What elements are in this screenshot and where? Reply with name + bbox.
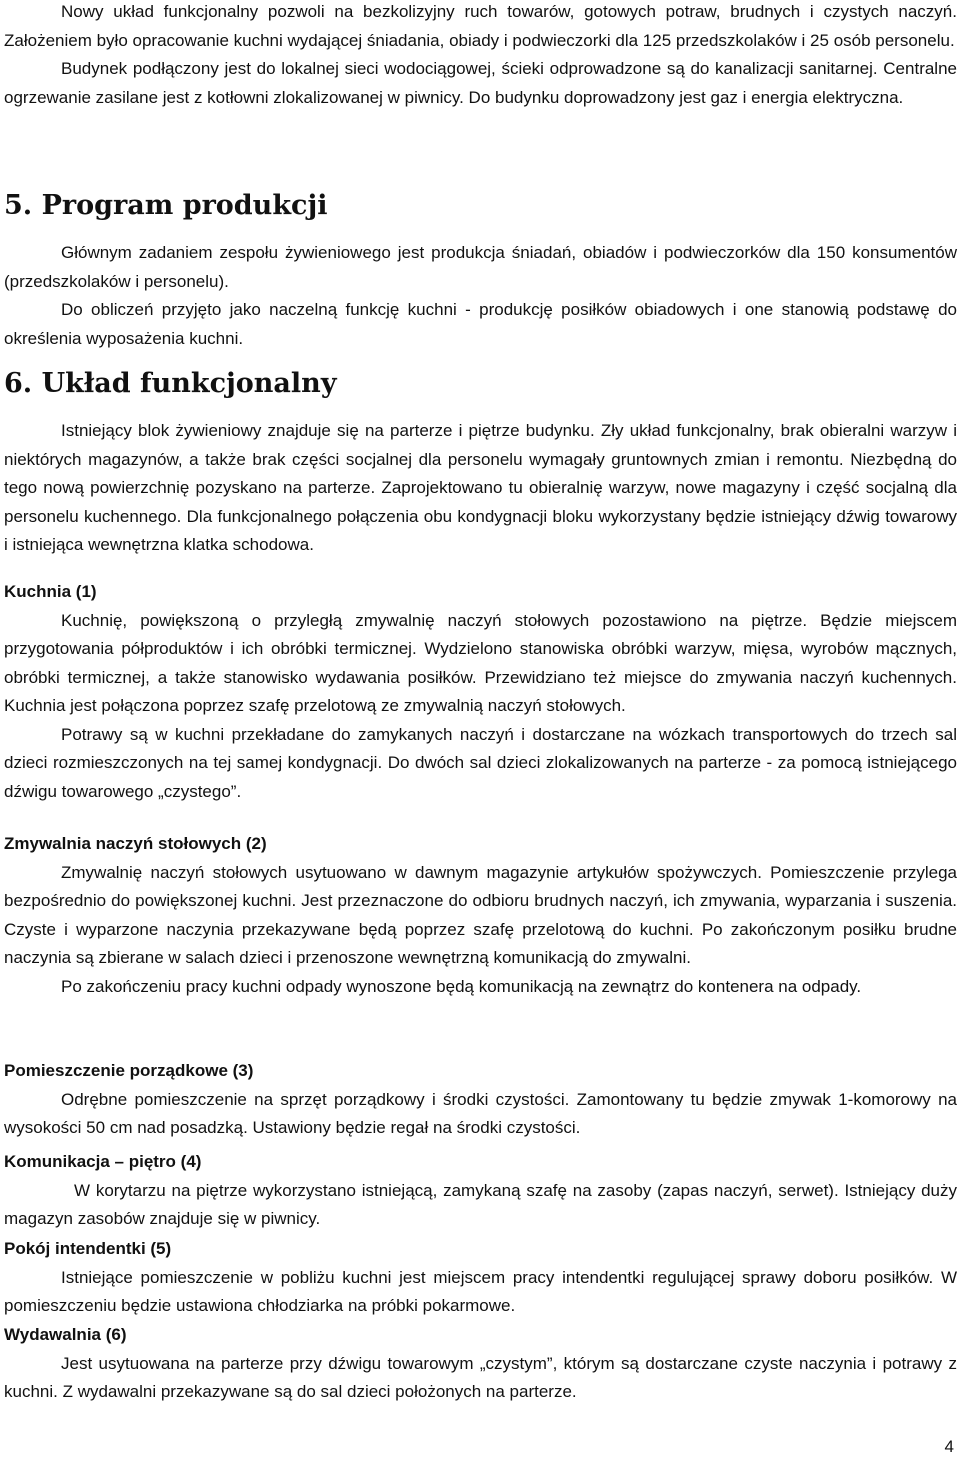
subsection-kuchnia (4, 578, 957, 806)
section-5 (4, 186, 957, 353)
section-6 (4, 364, 957, 560)
intendentka-heading: Pokój intendentki (5) (4, 1239, 172, 1258)
subsection-porzadkowe (4, 1057, 957, 1143)
section-5-paragraph-1: Głównym zadaniem zespołu żywieniowego jest produkcja śniadań, obiadów i podwieczorków dla 150 konsumentów (przedszkolaków i personelu). (4, 243, 957, 291)
kuchnia-heading: Kuchnia (1) (4, 582, 97, 601)
page-number: 4 (944, 1437, 954, 1456)
subsection-wydawalnia (4, 1321, 957, 1407)
intro-block (4, 0, 957, 112)
wydawalnia-heading: Wydawalnia (6) (4, 1325, 127, 1344)
intendentka-paragraph-1: Istniejące pomieszczenie w pobliżu kuchni jest miejscem pracy intendentki regulującej sprawy doboru posiłków. W pomieszczeniu będzie ustawiona chłodziarka na próbki pokarmowe. (4, 1267, 957, 1315)
komunikacja-paragraph-1: W korytarzu na piętrze wykorzystano istniejącą, zamykaną szafę na zasoby (zapas naczyń, serwet). Istniejący duży magazyn zasobów znajduje się w piwnicy. (4, 1180, 957, 1228)
section-5-heading: 5. Program produkcji (4, 190, 328, 221)
komunikacja-heading: Komunikacja – piętro (4) (4, 1152, 202, 1171)
subsection-zmywalnia (4, 830, 957, 1001)
porzadkowe-heading: Pomieszczenie porządkowe (3) (4, 1061, 254, 1080)
subsection-intendentka (4, 1235, 957, 1321)
section-5-paragraph-2: Do obliczeń przyjęto jako naczelną funkcję kuchni - produkcję posiłków obiadowych i one stanowią podstawę do określenia wyposażenia kuchni. (4, 300, 957, 348)
kuchnia-paragraph-2: Potrawy są w kuchni przekładane do zamykanych naczyń i dostarczane na wózkach transportowych do trzech sal dzieci rozmieszczonych na tej samej kondygnacji. Do dwóch sal dzieci zlokalizowanych na parterze - za pomocą istniejącego dźwigu towarowego „czystego”. (4, 724, 957, 801)
zmywalnia-heading: Zmywalnia naczyń stołowych (2) (4, 834, 267, 853)
zmywalnia-paragraph-1: Zmywalnię naczyń stołowych usytuowano w dawnym magazynie artykułów spożywczych. Pomieszczenie przylega bezpośrednio do powiększonej kuchni. Jest przeznaczone do odbioru brudnych naczyń, ich zmywania, wyparzania i suszenia. Czyste i wyparzone naczynia przekazywane będą poprzez szafę przelotową do kuchni. Po zakończonym posiłku brudne naczynia są zbierane w salach dzieci i przenoszone wewnętrzną komunikacją do zmywalni. (4, 862, 957, 967)
intro-paragraph-2: Budynek podłączony jest do lokalnej sieci wodociągowej, ścieki odprowadzone są do kanalizacji sanitarnej. Centralne ogrzewanie zasilane jest z kotłowni zlokalizowanej w piwnicy. Do budynku doprowadzony jest gaz i energia elektryczna. (4, 59, 957, 107)
subsection-komunikacja (4, 1148, 957, 1234)
kuchnia-paragraph-1: Kuchnię, powiększoną o przyległą zmywalnię naczyń stołowych pozostawiono na piętrze. Będzie miejscem przygotowania półproduktów i ich obróbki termicznej. Wydzielono stanowiska obróbki warzyw, mięsa, wyrobów mącznych, obróbki termicznej, a także stanowisko wydawania posiłków. Przewidziano też miejsce do zmywania naczyń kuchennych. Kuchnia jest połączona poprzez szafę przelotową ze zmywalnią naczyń stołowych. (4, 610, 957, 715)
wydawalnia-paragraph-1: Jest usytuowana na parterze przy dźwigu towarowym „czystym”, którym są dostarczane czyste naczynia i potrawy z kuchni. Z wydawalni przekazywane są do sal dzieci położonych na parterze. (4, 1353, 957, 1401)
section-6-paragraph-1: Istniejący blok żywieniowy znajduje się na parterze i piętrze budynku. Zły układ funkcjonalny, brak obieralni warzyw i niektórych magazynów, a także brak części socjalnej dla personelu wymagały gruntownych zmian i remontu. Niezbędną do tego nową powierzchnię pozyskano na parterze. Zaprojektowano tu obieralnię warzyw, nowe magazyny i część socjalną dla personelu kuchennego. Dla funkcjonalnego połączenia obu kondygnacji bloku wykorzystany będzie istniejący dźwig towarowy i istniejąca wewnętrzna klatka schodowa. (4, 421, 957, 554)
section-6-heading: 6. Układ funkcjonalny (4, 368, 337, 399)
zmywalnia-paragraph-2: Po zakończeniu pracy kuchni odpady wynoszone będą komunikacją na zewnątrz do kontenera na odpady. (61, 976, 862, 996)
porzadkowe-paragraph-1: Odrębne pomieszczenie na sprzęt porządkowy i środki czystości. Zamontowany tu będzie zmywak 1-komorowy na wysokości 50 cm nad posadzką. Ustawiony będzie regał na środki czystości. (4, 1089, 957, 1137)
intro-paragraph-1: Nowy układ funkcjonalny pozwoli na bezkolizyjny ruch towarów, gotowych potraw, brudnych i czystych naczyń. Założeniem było opracowanie kuchni wydającej śniadania, obiady i podwieczorki dla 125 przedszkolaków i 25 osób personelu. (4, 2, 957, 50)
